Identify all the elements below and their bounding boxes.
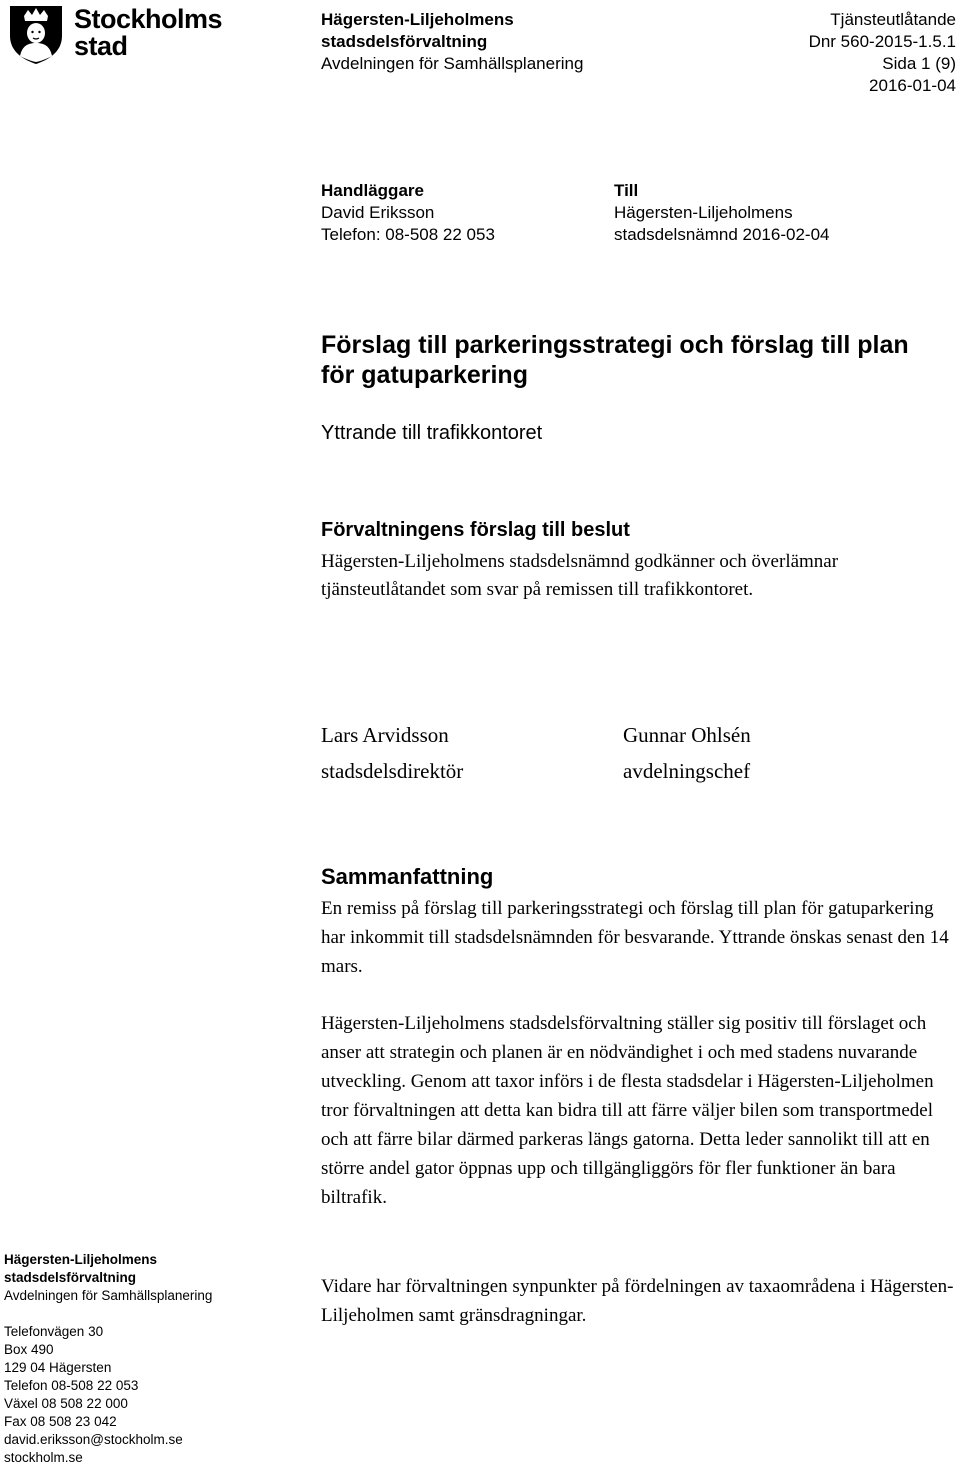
decision-heading: Förvaltningens förslag till beslut xyxy=(321,519,630,541)
decision-text: Hägersten-Liljeholmens stadsdelsnämnd godkänner och överlämnar tjänsteutlåtandet som svar på remissen till trafikkontoret. xyxy=(321,551,839,600)
logo-wordmark-line2: stad xyxy=(74,31,128,61)
header-page-number: Sida 1 (9) xyxy=(882,54,956,73)
header-org-line2: stadsdelsförvaltning xyxy=(321,32,488,51)
document-subtitle: Yttrande till trafikkontoret xyxy=(321,422,543,444)
footer-switchboard: Växel 08 508 22 000 xyxy=(4,1396,128,1411)
footer-box: Box 490 xyxy=(4,1342,54,1357)
header-dnr: Dnr 560-2015-1.5.1 xyxy=(808,32,956,51)
case-officer-name: David Eriksson xyxy=(321,203,435,222)
footer-email-link[interactable]: david.eriksson@stockholm.se xyxy=(4,1432,183,1447)
signature-left xyxy=(321,717,463,789)
footer-org-line2: stadsdelsförvaltning xyxy=(4,1270,137,1285)
footer-postal: 129 04 Hägersten xyxy=(4,1360,112,1375)
footer-phone: Telefon 08-508 22 053 xyxy=(4,1378,139,1393)
footer-department: Avdelningen för Samhällsplanering xyxy=(4,1288,213,1303)
logo-wordmark-line1: Stockholms xyxy=(74,4,223,34)
recipient-line2: stadsdelsnämnd 2016-02-04 xyxy=(614,225,830,244)
stockholm-crest-icon xyxy=(4,2,68,66)
summary-heading: Sammanfattning xyxy=(321,864,494,889)
recipient-label: Till xyxy=(614,181,639,200)
case-officer-label: Handläggare xyxy=(321,181,424,200)
recipient-line1: Hägersten-Liljeholmens xyxy=(614,203,793,222)
summary-paragraph-1: En remiss på förslag till parkeringsstrategi och förslag till plan för gatuparkering har inkommit till stadsdelsnämnden för besvarande. Yttrande önskas senast den 14 mars. xyxy=(321,898,949,977)
footer-contact-info xyxy=(4,1251,254,1467)
footer-web-link[interactable]: stockholm.se xyxy=(4,1450,83,1465)
recipient-block xyxy=(614,180,944,246)
signature-right-title: avdelningschef xyxy=(623,759,751,783)
signature-left-title: stadsdelsdirektör xyxy=(321,759,464,783)
signature-right-name: Gunnar Ohlsén xyxy=(623,723,751,747)
header-document-info xyxy=(656,9,956,97)
signature-left-name: Lars Arvidsson xyxy=(321,723,449,747)
header-date: 2016-01-04 xyxy=(869,76,956,95)
footer-street: Telefonvägen 30 xyxy=(4,1324,104,1339)
signature-right xyxy=(623,717,751,789)
header-org-line1: Hägersten-Liljeholmens xyxy=(321,10,514,29)
header-doc-type: Tjänsteutlåtande xyxy=(830,10,956,29)
footer-org-line1: Hägersten-Liljeholmens xyxy=(4,1252,158,1267)
stockholms-stad-logo xyxy=(4,2,234,66)
summary-paragraph-2: Hägersten-Liljeholmens stadsdelsförvaltning ställer sig positiv till förslaget och anser att strategin och planen är en nödvändighet i och med stadens nuvarande utveckling. Genom att taxor införs i de flesta stadsdelar i Hägersten-Liljeholmen tror förvaltningen att detta kan bidra till att färre väljer bilen som transportmedel och att färre bilar därmed parkeras längs gatorna. Detta leder sannolikt till att en större andel gator öppnas upp och tillgängliggörs för fler funktioner än bara biltrafik. xyxy=(321,1013,934,1208)
summary-paragraph-3: Vidare har förvaltningen synpunkter på fördelningen av taxaområdena i Hägersten-Liljeholmen samt gränsdragningar. xyxy=(321,1276,954,1326)
header-department: Avdelningen för Samhällsplanering xyxy=(321,54,584,73)
case-officer-block xyxy=(321,180,601,246)
case-officer-phone: Telefon: 08-508 22 053 xyxy=(321,225,495,244)
document-title: Förslag till parkeringsstrategi och förslag till plan för gatuparkering xyxy=(321,331,909,389)
footer-fax: Fax 08 508 23 042 xyxy=(4,1414,117,1429)
